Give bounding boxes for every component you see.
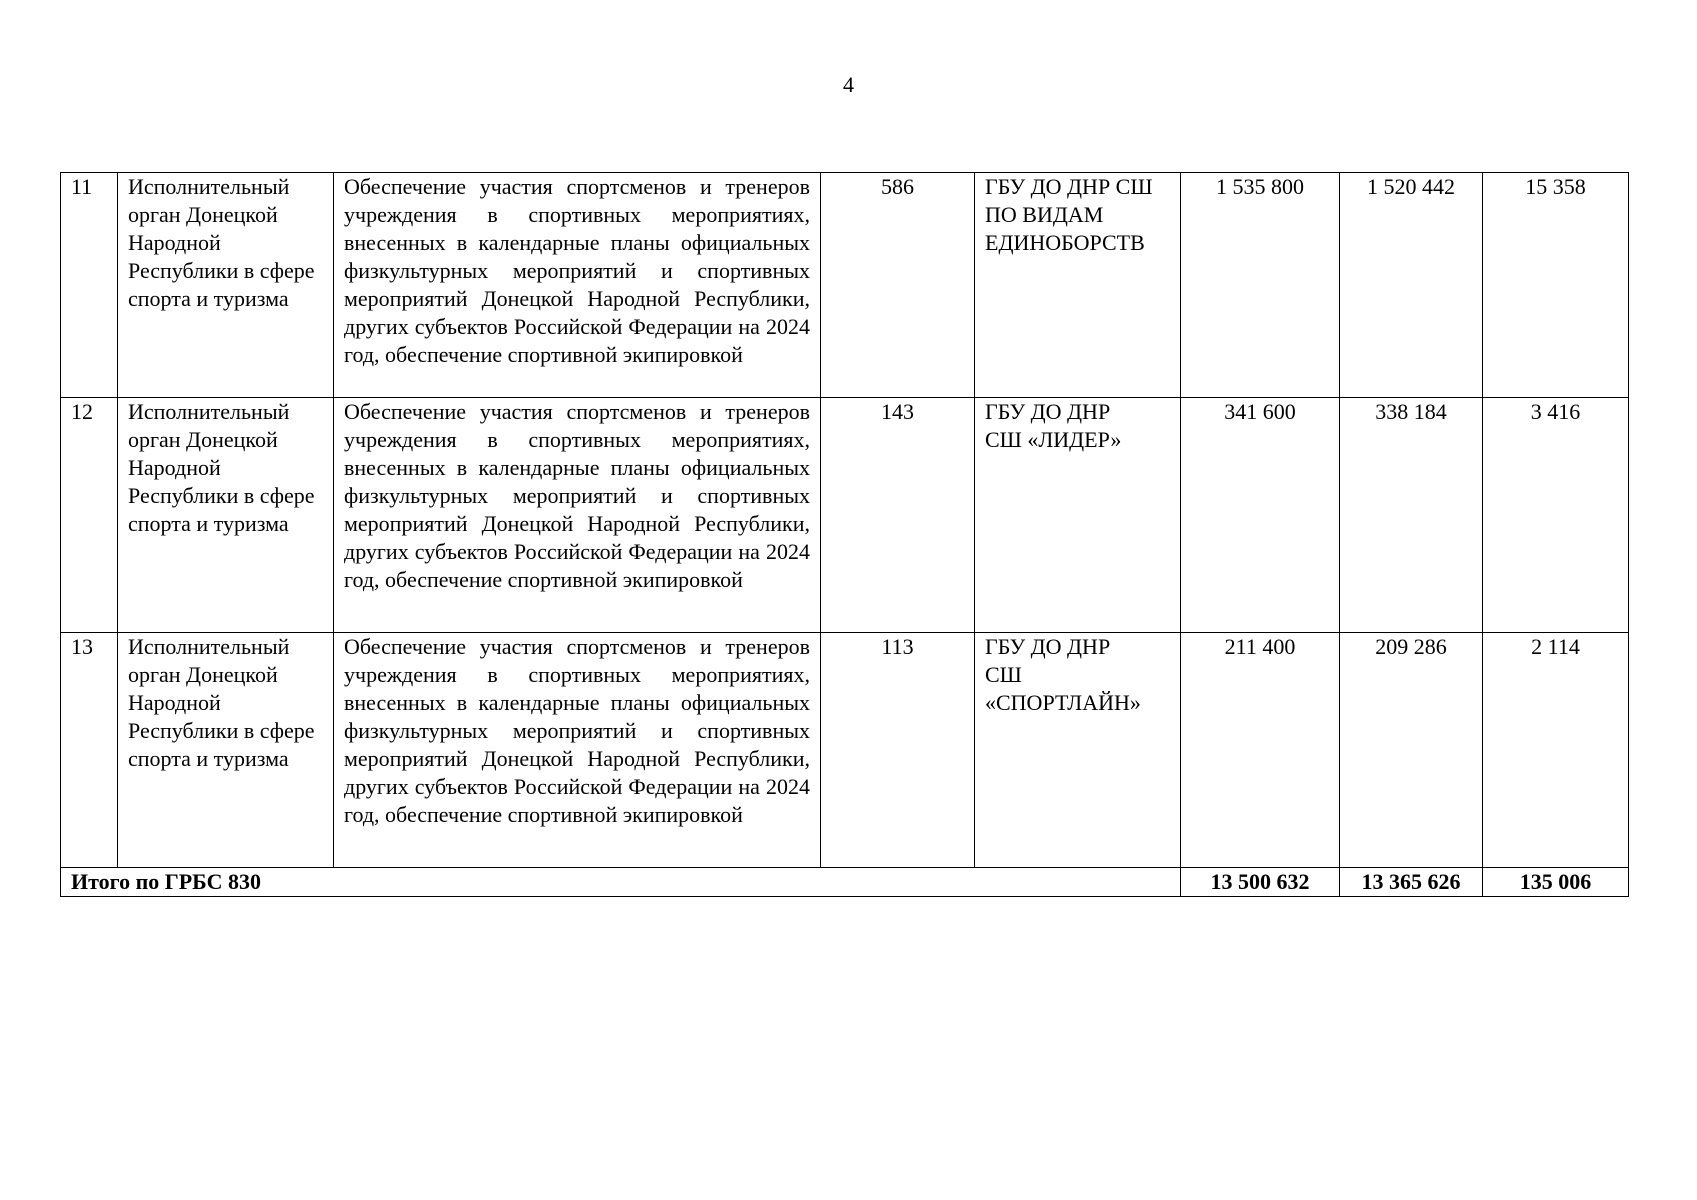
amount-total-cell: 1 535 800 (1181, 173, 1340, 398)
amount-a-cell: 338 184 (1340, 398, 1483, 633)
total-amount-a: 13 365 626 (1340, 868, 1483, 897)
row-index: 11 (61, 173, 118, 398)
amount-b-cell: 3 416 (1483, 398, 1629, 633)
institution-text: ГБУ ДО ДНР СШ «СПОРТЛАЙН» (985, 634, 1141, 715)
amount-b-cell: 2 114 (1483, 633, 1629, 868)
institution-text: ГБУ ДО ДНР СШ «ЛИДЕР» (985, 399, 1122, 452)
total-row (61, 868, 1629, 897)
organization-cell (118, 173, 334, 398)
amount-total-cell: 341 600 (1181, 398, 1340, 633)
institution-cell (975, 173, 1181, 398)
organization-text: Исполнительный орган Донецкой Народной Республики в сфере спорта и туризма (128, 174, 315, 311)
organization-text: Исполнительный орган Донецкой Народной Республики в сфере спорта и туризма (128, 399, 315, 536)
table-row (61, 173, 1629, 398)
description-cell: Обеспечение участия спортсменов и тренеров учреждения в спортивных мероприятиях, внесенных в календарные планы официальных физкультурных мероприятий и спортивных мероприятий Донецкой Народной Республики, других субъектов Российской Федерации на 2024 год, обеспечение спортивной экипировкой (334, 633, 821, 868)
institution-cell (975, 633, 1181, 868)
amount-a-cell: 1 520 442 (1340, 173, 1483, 398)
institution-text: ГБУ ДО ДНР СШ ПО ВИДАМ ЕДИНОБОРСТВ (985, 174, 1153, 255)
organization-text: Исполнительный орган Донецкой Народной Республики в сфере спорта и туризма (128, 634, 315, 771)
quantity-cell: 586 (821, 173, 975, 398)
quantity-cell: 143 (821, 398, 975, 633)
row-index: 13 (61, 633, 118, 868)
table-row (61, 633, 1629, 868)
page-number: 4 (843, 72, 854, 97)
description-cell: Обеспечение участия спортсменов и тренеров учреждения в спортивных мероприятиях, внесенных в календарные планы официальных физкультурных мероприятий и спортивных мероприятий Донецкой Народной Республики, других субъектов Российской Федерации на 2024 год, обеспечение спортивной экипировкой (334, 173, 821, 398)
row-index: 12 (61, 398, 118, 633)
quantity-cell: 113 (821, 633, 975, 868)
total-amount-b: 135 006 (1483, 868, 1629, 897)
amount-total-cell: 211 400 (1181, 633, 1340, 868)
total-amount-total: 13 500 632 (1181, 868, 1340, 897)
table-row (61, 398, 1629, 633)
institution-cell (975, 398, 1181, 633)
organization-cell (118, 633, 334, 868)
organization-cell (118, 398, 334, 633)
description-cell: Обеспечение участия спортсменов и тренеров учреждения в спортивных мероприятиях, внесенных в календарные планы официальных физкультурных мероприятий и спортивных мероприятий Донецкой Народной Республики, других субъектов Российской Федерации на 2024 год, обеспечение спортивной экипировкой (334, 398, 821, 633)
amount-b-cell: 15 358 (1483, 173, 1629, 398)
budget-table (60, 172, 1629, 897)
total-label: Итого по ГРБС 830 (61, 868, 1181, 897)
amount-a-cell: 209 286 (1340, 633, 1483, 868)
